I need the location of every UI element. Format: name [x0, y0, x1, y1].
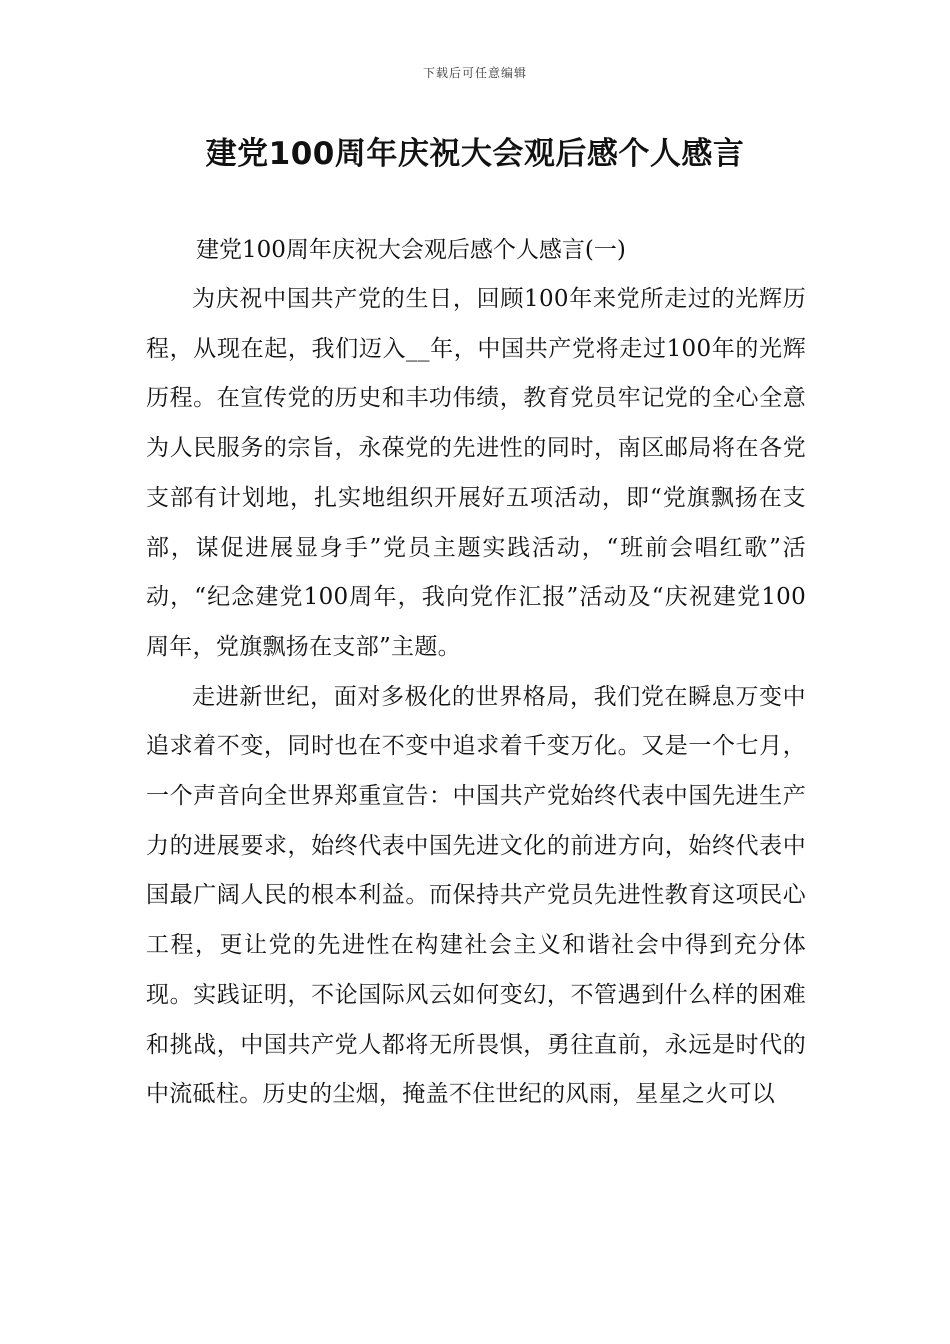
- paragraph-2: 走进新世纪，面对多极化的世界格局，我们党在瞬息万变中追求着不变，同时也在不变中追求着千变万化。又是一个七月，一个声音向全世界郑重宣告：中国共产党始终代表中国先进生产力的进展要求，始终代表中国先进文化的前进方向，始终代表中国最广阔人民的根本利益。而保持共产党员先进性教育这项民心工程，更让党的先进性在构建社会主义和谐社会中得到充分体现。实践证明，不论国际风云如何变幻，不管遇到什么样的困难和挑战，中国共产党人都将无所畏惧，勇往直前，永远是时代的中流砥柱。历史的尘烟，掩盖不住世纪的风雨，星星之火可以: [146, 683, 806, 1108]
- document-title: 建党100周年庆祝大会观后感个人感言: [205, 136, 745, 172]
- header-note: 下载后可任意编辑: [422, 66, 527, 80]
- document-body: [146, 225, 806, 1120]
- section-subtitle: 建党100周年庆祝大会观后感个人感言(一): [196, 237, 626, 263]
- paragraph-1: 为庆祝中国共产党的生日，回顾100年来党所走过的光辉历程，从现在起，我们迈入__年，中国共产党将走过100年的光辉历程。在宣传党的历史和丰功伟绩，教育党员牢记党的全心全意为人民服务的宗旨，永葆党的先进性的同时，南区邮局将在各党支部有计划地，扎实地组织开展好五项活动，即“党旗飘扬在支部，谋促进展显身手”党员主题实践活动，“班前会唱红歌”活动，“纪念建党100周年，我向党作汇报”活动及“庆祝建党100周年，党旗飘扬在支部”主题。: [146, 286, 806, 660]
